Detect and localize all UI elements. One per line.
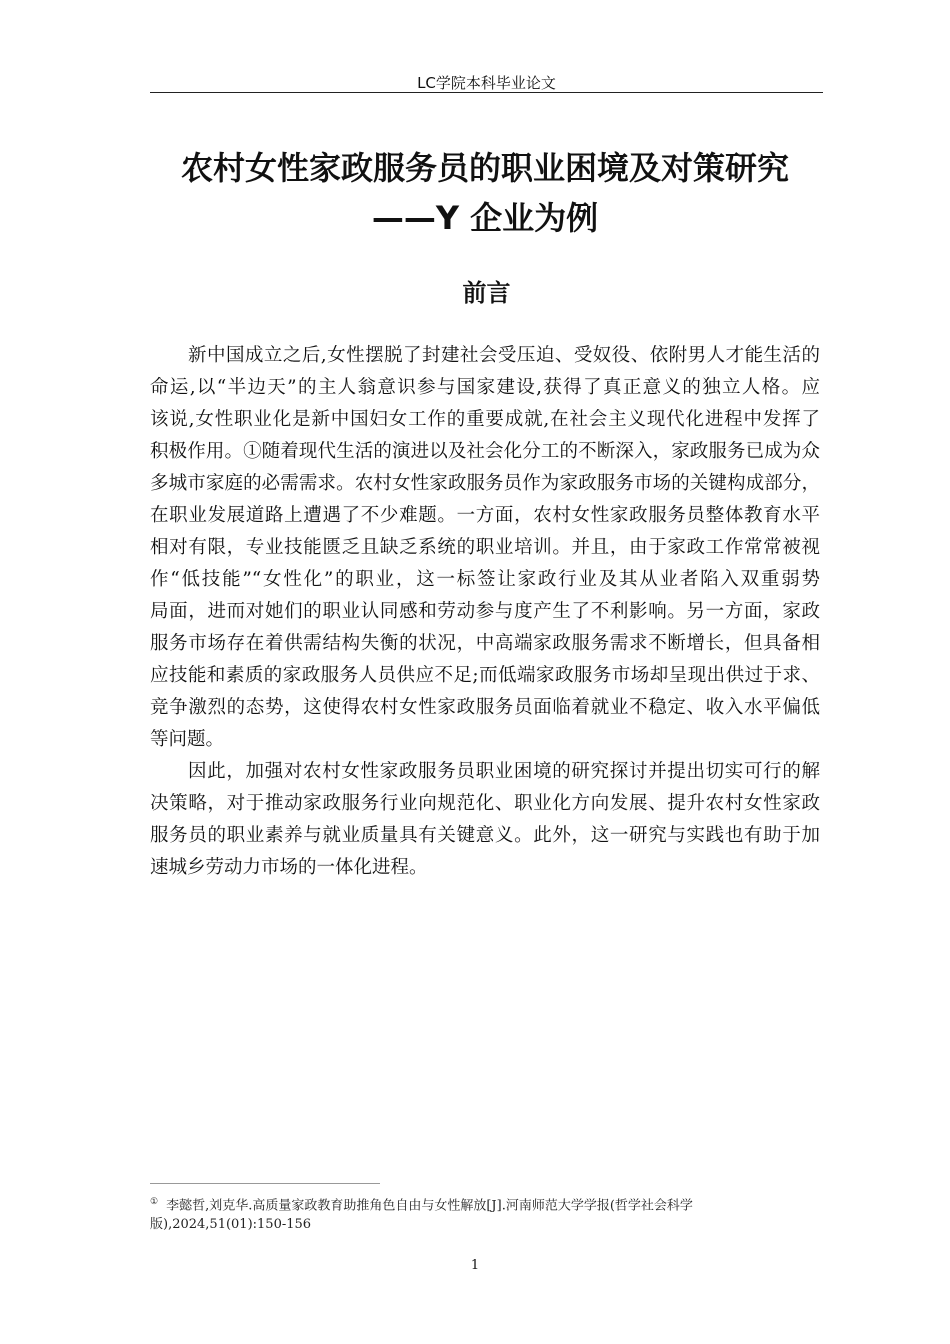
paragraph-1-line: 竞争激烈的态势，这使得农村女性家政服务员面临着就业不稳定、收入水平偏低 bbox=[150, 697, 820, 718]
section-heading: 前言 bbox=[462, 279, 511, 307]
page-number: 1 bbox=[470, 1258, 480, 1273]
footnote-text: 李懿哲,刘克华.高质量家政教育助推角色自由与女性解放[J].河南师范大学学报(哲学社会科学版),2024,51(01):150-156 bbox=[150, 1198, 693, 1233]
footnote bbox=[150, 1193, 790, 1234]
paragraph-2-line: 速城乡劳动力市场的一体化进程。 bbox=[150, 857, 428, 878]
document-title: 农村女性家政服务员的职业困境及对策研究 bbox=[180, 149, 789, 187]
paragraph-1-line: 积极作用。①随着现代生活的演进以及社会化分工的不断深入，家政服务已成为众 bbox=[150, 441, 820, 462]
paragraph-1-line: 多城市家庭的必需需求。农村女性家政服务员作为家政服务市场的关键构成部分， bbox=[150, 473, 820, 494]
paragraph-1-line: 等问题。 bbox=[150, 729, 225, 750]
paragraph-1-line: 服务市场存在着供需结构失衡的状况，中高端家政服务需求不断增长，但具备相 bbox=[150, 633, 820, 654]
paragraph-1-line: 新中国成立之后,女性摆脱了封建社会受压迫、受奴役、依附男人才能生活的 bbox=[188, 345, 820, 366]
paragraph-1-line: 相对有限，专业技能匮乏且缺乏系统的职业培训。并且，由于家政工作常常被视 bbox=[150, 537, 820, 558]
paragraph-1-line: 该说,女性职业化是新中国妇女工作的重要成就,在社会主义现代化进程中发挥了 bbox=[150, 409, 820, 430]
footnote-marker: ① bbox=[150, 1197, 159, 1207]
header-rule bbox=[150, 92, 823, 93]
paragraph-1-line: 命运,以“半边天”的主人翁意识参与国家建设,获得了真正意义的独立人格。应 bbox=[150, 377, 820, 398]
running-header: LC学院本科毕业论文 bbox=[417, 74, 556, 92]
paragraph-2-line: 因此，加强对农村女性家政服务员职业困境的研究探讨并提出切实可行的解 bbox=[188, 761, 820, 782]
paragraph-1-line: 应技能和素质的家政服务人员供应不足;而低端家政服务市场却呈现出供过于求、 bbox=[150, 665, 820, 686]
paragraph-2-line: 决策略，对于推动家政服务行业向规范化、职业化方向发展、提升农村女性家政 bbox=[150, 793, 820, 814]
document-subtitle: ——Y 企业为例 bbox=[371, 199, 599, 237]
paragraph-1-line: 作“低技能”“女性化”的职业，这一标签让家政行业及其从业者陷入双重弱势 bbox=[150, 569, 820, 590]
paragraph-2-line: 服务员的职业素养与就业质量具有关键意义。此外，这一研究与实践也有助于加 bbox=[150, 825, 820, 846]
paragraph-1-line: 在职业发展道路上遭遇了不少难题。一方面，农村女性家政服务员整体教育水平 bbox=[150, 505, 820, 526]
body-text bbox=[150, 343, 820, 887]
footnote-separator bbox=[150, 1183, 380, 1184]
paragraph-1-line: 局面，进而对她们的职业认同感和劳动参与度产生了不利影响。另一方面，家政 bbox=[150, 601, 820, 622]
